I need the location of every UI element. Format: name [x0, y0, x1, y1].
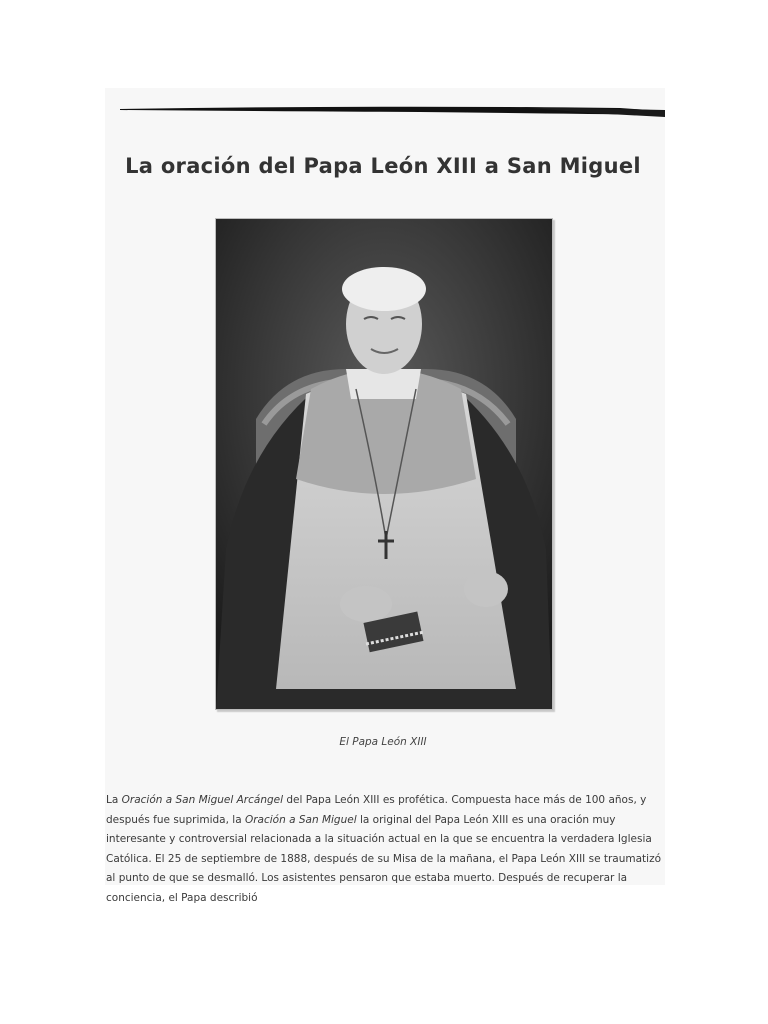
- document-page: [105, 88, 665, 904]
- prayer-title-italic: Oración a San Miguel: [244, 813, 357, 826]
- photo-caption: El Papa León XIII: [339, 736, 427, 748]
- text-run: La: [106, 794, 122, 806]
- text-run: del Papa León XIII es profética. Compuesta hace más de 100 años, y después fue suprimida, la: [106, 794, 647, 826]
- body-paragraph: [106, 791, 662, 908]
- document-title: La oración del Papa León XIII a San Miguel: [125, 154, 641, 178]
- decorative-rule: [120, 102, 665, 122]
- text-run: la original del Papa León XIII es una oración muy interesante y controversial relacionada a la situación actual en la que se encuentra la verdadera Iglesia Católica. El 25 de septiembre de 1888, después de su Misa de la mañana, el Papa León XIII se traumatizó al punto de que se desmalló. Los asistentes pensaron que estaba muerto. Después de recuperar la conciencia, el Papa describió: [106, 813, 662, 904]
- pope-portrait-image: [216, 219, 552, 709]
- pope-portrait-photo: [215, 218, 553, 710]
- prayer-title-italic: Oración a San Miguel Arcángel: [121, 794, 284, 806]
